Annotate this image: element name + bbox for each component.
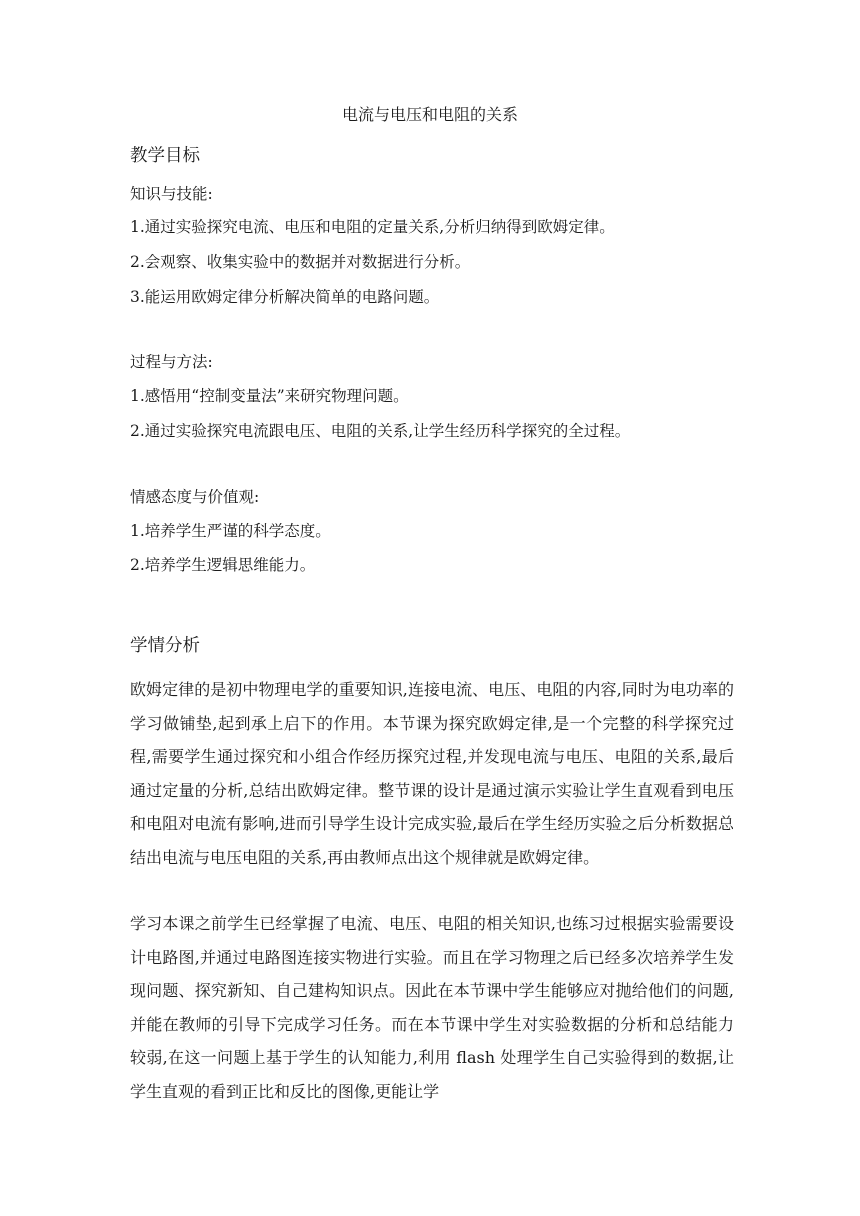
knowledge-item-1: 1.通过实验探究电流、电压和电阻的定量关系,分析归纳得到欧姆定律。 bbox=[130, 218, 615, 236]
knowledge-item-3: 3.能运用欧姆定律分析解决简单的电路问题。 bbox=[130, 288, 440, 306]
analysis-paragraph-2: 学习本课之前学生已经掌握了电流、电压、电阻的相关知识,也练习过根据实验需要设计电路图,并通过电路图连接实物进行实验。而且在学习物理之后已经多次培养学生发现问题、探究新知、自己建构知识点。因此在本节课中学生能够应对抛给他们的问题,并能在教师的引导下完成学习任务。而在本节课中学生对实验数据的分析和总结能力较弱,在这一问题上基于学生的认知能力,利用 flash 处理学生自己实验得到的数据,让学生直观的看到正比和反比的图像,更能让学 bbox=[130, 914, 734, 1101]
document-title: 电流与电压和电阻的关系 bbox=[341, 105, 518, 124]
process-item-2: 2.通过实验探究电流跟电压、电阻的关系,让学生经历科学探究的全过程。 bbox=[130, 422, 631, 440]
analysis-paragraph-1: 欧姆定律的是初中物理电学的重要知识,连接电流、电压、电阻的内容,同时为电功率的学习做铺垫,起到承上启下的作用。本节课为探究欧姆定律,是一个完整的科学探究过程,需要学生通过探究和小组合作经历探究过程,并发现电流与电压、电阻的关系,最后通过定量的分析,总结出欧姆定律。整节课的设计是通过演示实验让学生直观看到电压和电阻对电流有影响,进而引导学生设计完成实验,最后在学生经历实验之后分析数据总结出电流与电压电阻的关系,再由教师点出这个规律就是欧姆定律。 bbox=[130, 680, 734, 867]
section-heading-objectives: 教学目标 bbox=[130, 146, 200, 166]
knowledge-item-2: 2.会观察、收集实验中的数据并对数据进行分析。 bbox=[130, 253, 471, 271]
emotion-item-2: 2.培养学生逻辑思维能力。 bbox=[130, 556, 316, 574]
knowledge-skills-label: 知识与技能: bbox=[130, 185, 213, 203]
process-item-1: 1.感悟用“控制变量法”来研究物理问题。 bbox=[130, 387, 409, 405]
emotion-item-1: 1.培养学生严谨的科学态度。 bbox=[130, 522, 331, 540]
process-methods-label: 过程与方法: bbox=[130, 353, 213, 371]
emotion-values-label: 情感态度与价值观: bbox=[130, 488, 260, 506]
section-heading-analysis: 学情分析 bbox=[130, 636, 200, 656]
